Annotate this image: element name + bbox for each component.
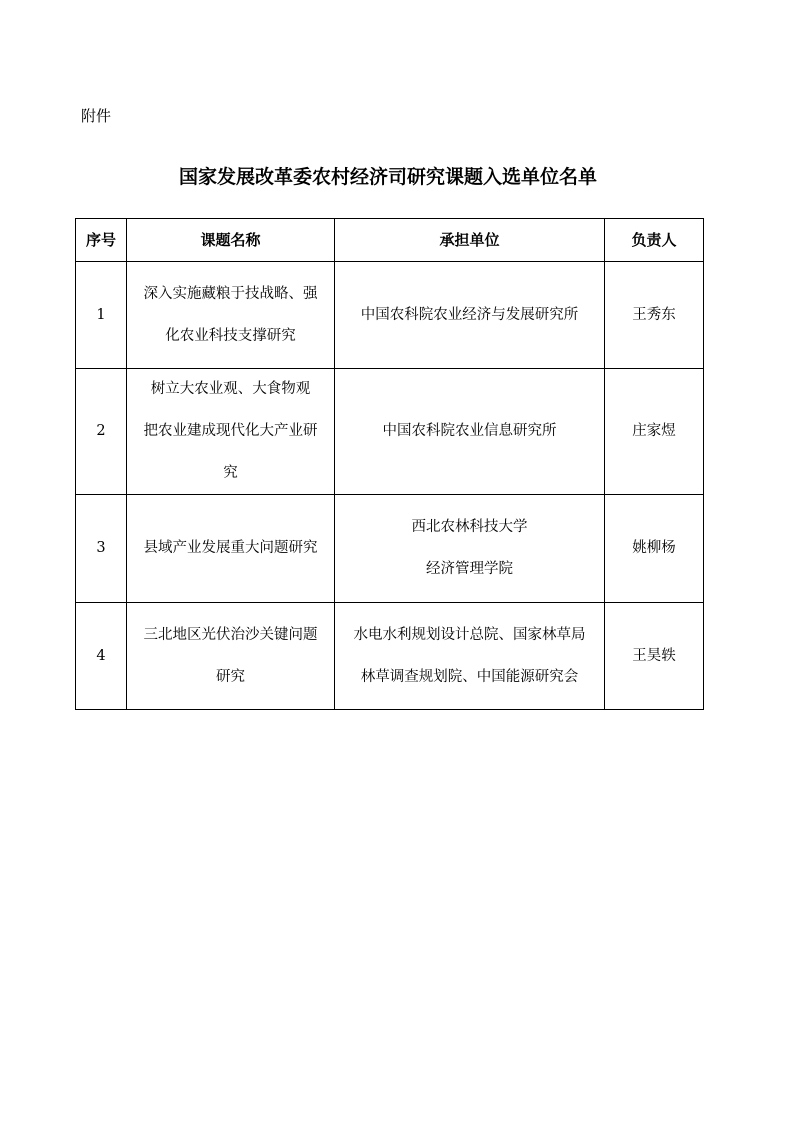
- row-leader: 庄家煜: [605, 369, 704, 495]
- row-topic-line: 化农业科技支撑研究: [165, 327, 296, 344]
- row-unit: [335, 262, 605, 369]
- row-unit: [335, 369, 605, 495]
- header-leader: 负责人: [605, 219, 704, 262]
- table-row: [76, 369, 704, 495]
- row-seq: 2: [76, 369, 127, 495]
- selected-units-table: [75, 218, 704, 710]
- row-leader: 姚柳杨: [605, 495, 704, 603]
- row-seq: 3: [76, 495, 127, 603]
- row-topic-line: 县域产业发展重大问题研究: [143, 540, 318, 556]
- table-row: [76, 603, 704, 710]
- row-unit-line: 西北农林科技大学: [411, 519, 528, 535]
- row-topic-line: 树立大农业观、大食物观: [150, 381, 311, 397]
- row-topic: [127, 603, 335, 710]
- table-header-row: [76, 219, 704, 262]
- row-topic-line: 三北地区光伏治沙关键问题: [143, 626, 318, 643]
- row-leader: 王昊轶: [605, 603, 704, 710]
- row-topic-line: 究: [223, 465, 238, 481]
- row-leader: 王秀东: [605, 262, 704, 369]
- row-topic: [127, 495, 335, 603]
- table-row: [76, 495, 704, 603]
- header-topic: 课题名称: [127, 219, 335, 262]
- row-topic-line: 把农业建成现代化大产业研: [143, 423, 318, 439]
- row-unit: [335, 603, 605, 710]
- row-unit-line: 林草调查规划院、中国能源研究会: [360, 668, 579, 685]
- document-title: 国家发展改革委农村经济司研究课题入选单位名单: [178, 166, 597, 188]
- header-seq: 序号: [76, 219, 127, 262]
- row-topic: [127, 369, 335, 495]
- row-unit-line: 中国农科院农业经济与发展研究所: [360, 306, 579, 323]
- row-unit-line: 水电水利规划设计总院、国家林草局: [353, 626, 586, 643]
- row-topic-line: 深入实施藏粮于技战略、强: [143, 285, 318, 302]
- row-topic-line: 研究: [216, 668, 245, 685]
- row-unit-line: 经济管理学院: [426, 561, 513, 577]
- row-seq: 4: [76, 603, 127, 710]
- table-row: [76, 262, 704, 369]
- row-topic: [127, 262, 335, 369]
- attachment-label: 附件: [81, 107, 112, 125]
- row-unit: [335, 495, 605, 603]
- header-unit: 承担单位: [335, 219, 605, 262]
- row-seq: 1: [76, 262, 127, 369]
- row-unit-line: 中国农科院农业信息研究所: [382, 423, 557, 439]
